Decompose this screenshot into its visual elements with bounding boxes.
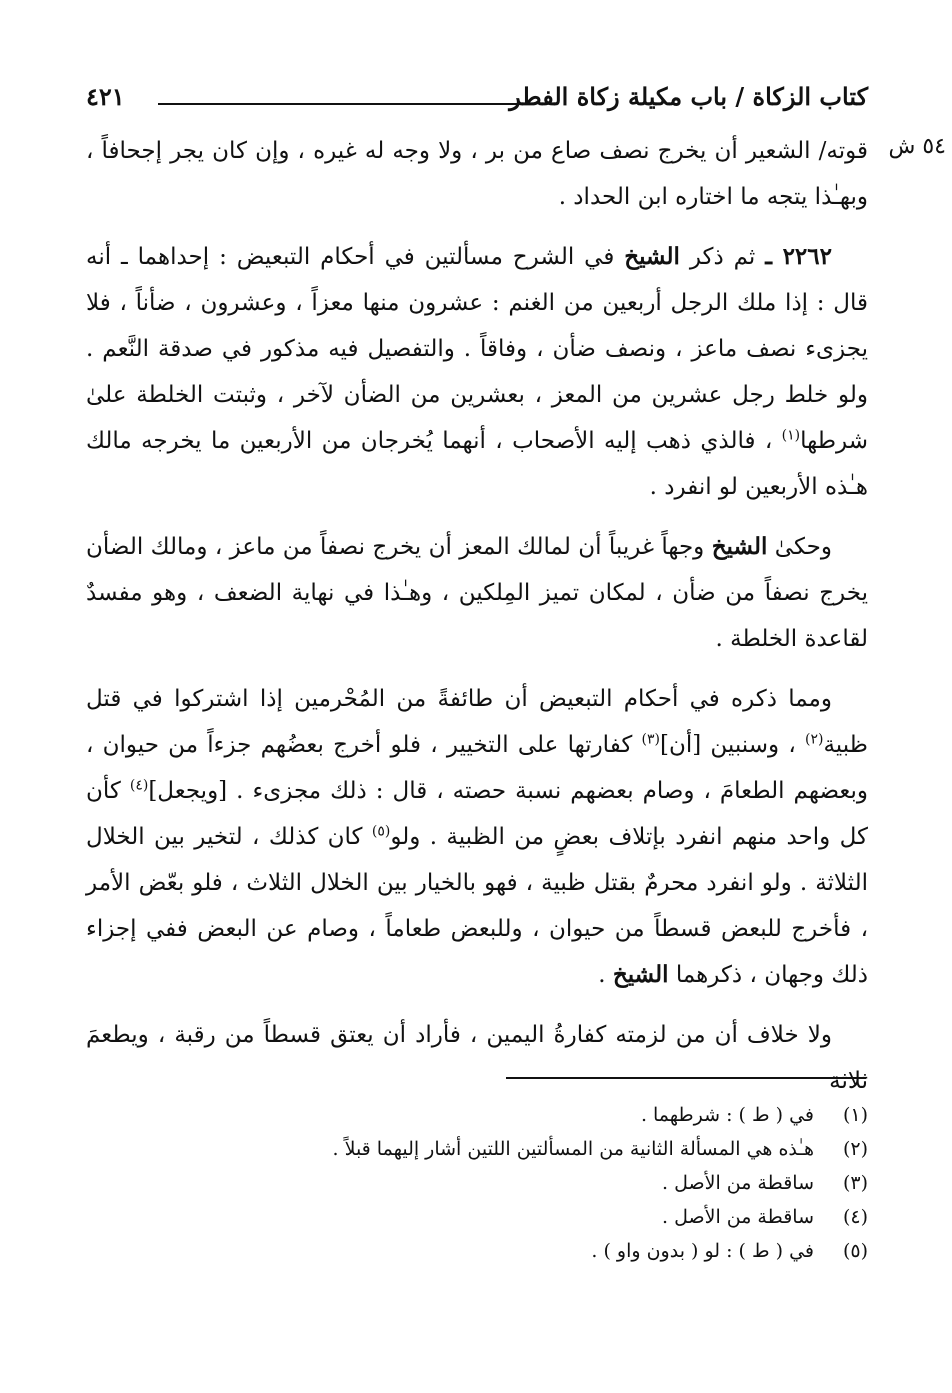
footnote-item <box>86 1200 868 1234</box>
paragraph-4 <box>86 676 868 998</box>
footnote-ref-4: (٤) <box>129 777 149 794</box>
footnote-text: هـٰذه هي المسألة الثانية من المسألتين اللتين أشار إليهما قبلاً . <box>332 1138 814 1160</box>
paragraph-text: ، فالذي ذهب إليه الأصحاب ، أنهما يُخرجان من الأربعين ما يخرجه مالك هـٰذه الأربعين لو انفرد . <box>86 428 868 500</box>
paragraph-text: . <box>598 962 613 988</box>
footnote-ref-5: (٥) <box>371 823 391 840</box>
footnote-item <box>86 1132 868 1166</box>
footnote-item <box>86 1098 868 1132</box>
paragraph-text: وحكىٰ <box>767 534 832 560</box>
footnote-ref-3: (٣) <box>641 731 660 748</box>
running-header <box>86 82 868 122</box>
header-rule <box>158 103 528 105</box>
footnote-number: (٥) <box>842 1240 868 1262</box>
footnotes <box>86 1098 868 1268</box>
footnote-text: في ( ط ) : لو ( بدون واو ) . <box>591 1240 814 1262</box>
emphasis-shaykh: الشيخ <box>612 961 669 988</box>
footnote-number: (٤) <box>842 1206 868 1228</box>
paragraph-5: ولا خلاف أن من لزمته كفارةُ اليمين ، فأراد أن يعتق قسطاً من رقبة ، ويطعمَ ثلاثة <box>86 1022 868 1094</box>
footnote-number: (١) <box>842 1104 868 1126</box>
footnote-ref-1: (١) <box>781 427 801 444</box>
footnote-ref-2: (٢) <box>805 731 824 748</box>
paragraph-text: كأن كل واحد منهم انفرد بإتلاف بعضٍ من الظبية . ولو <box>86 778 868 850</box>
main-text <box>86 128 868 1104</box>
paragraph-text: كان كذلك ، لتخير بين الخلال الثلاثة . ولو انفرد محرمٌ بقتل ظبية ، فهو بالخيار بين الخلال الثلاث ، فلو بعّض الأمر ، فأخرج للبعض قسطاً من حيوان ، وللبعض طعاماً ، وصام عن البعض ففي إجزاء ذلك وجهان ، ذكرهما <box>86 824 868 988</box>
paragraph-1: قوته/ الشعير أن يخرج نصف صاع من بر ، ولا وجه له غيره ، وإن كان يجر إجحافاً ، وبهـٰذا يتجه ما اختاره ابن الحداد . <box>86 138 868 210</box>
footnote-item <box>86 1166 868 1200</box>
paragraph-text: وجهاً غريباً أن لمالك المعز أن يخرج نصفاً من ماعز ، ومالك الضأن يخرج نصفاً من ضأن ، لمكان تميز المِلكين ، وهـٰذا في نهاية الضعف ، وهو مفسدٌ لقاعدة الخلطة . <box>86 534 868 652</box>
footnote-number: (٣) <box>842 1172 868 1194</box>
footnote-text: في ( ط ) : شرطهما . <box>640 1104 814 1126</box>
margin-manuscript-note: ٥٤ ش <box>888 134 946 159</box>
section-number: ٢٢٦٢ ـ <box>765 243 832 270</box>
page-number: ٤٢١ <box>86 82 125 111</box>
paragraph-text: كفارتها على التخيير ، فلو أخرج بعضُهم جزءاً من حيوان ، وبعضهم الطعامَ ، وصام بعضهم نسبة حصته ، قال : ذلك مجزىء . [ويجعل] <box>86 732 868 804</box>
paragraph-text: ومما ذكره في أحكام التبعيض أن طائفةً من المُحْرمين إذا اشتركوا في قتل ظبية <box>86 686 868 758</box>
paragraph-text: ثم ذكر <box>679 244 766 270</box>
paragraph-text: في الشرح مسألتين في أحكام التبعيض : إحداهما ـ أنه قال : إذا ملك الرجل أربعين من الغنم : عشرون منها معزاً ، وعشرون ، ضأناً ، فلا يجزىء نصف ماعز ، ونصف ضأن ، وفاقاً . والتفصيل فيه مذكور في صدقة النَّعم . ولو خلط رجل عشرين من المعز ، بعشرين من الضأن لآخر ، وثبتت الخلطة علىٰ شرطها <box>86 244 868 454</box>
paragraph-text: ، وسنبين [أن] <box>659 732 805 758</box>
footnote-text: ساقطة من الأصل . <box>662 1172 814 1194</box>
footnote-item <box>86 1234 868 1268</box>
paragraph-3 <box>86 524 868 662</box>
emphasis-shaykh: الشيخ <box>711 533 768 560</box>
paragraph-2 <box>86 234 868 510</box>
footnote-separator <box>506 1077 866 1079</box>
footnote-number: (٢) <box>842 1138 868 1160</box>
emphasis-shaykh: الشيخ <box>624 243 680 270</box>
header-title: كتاب الزكاة / باب مكيلة زكاة الفطر <box>509 82 868 111</box>
footnote-text: ساقطة من الأصل . <box>662 1206 814 1228</box>
